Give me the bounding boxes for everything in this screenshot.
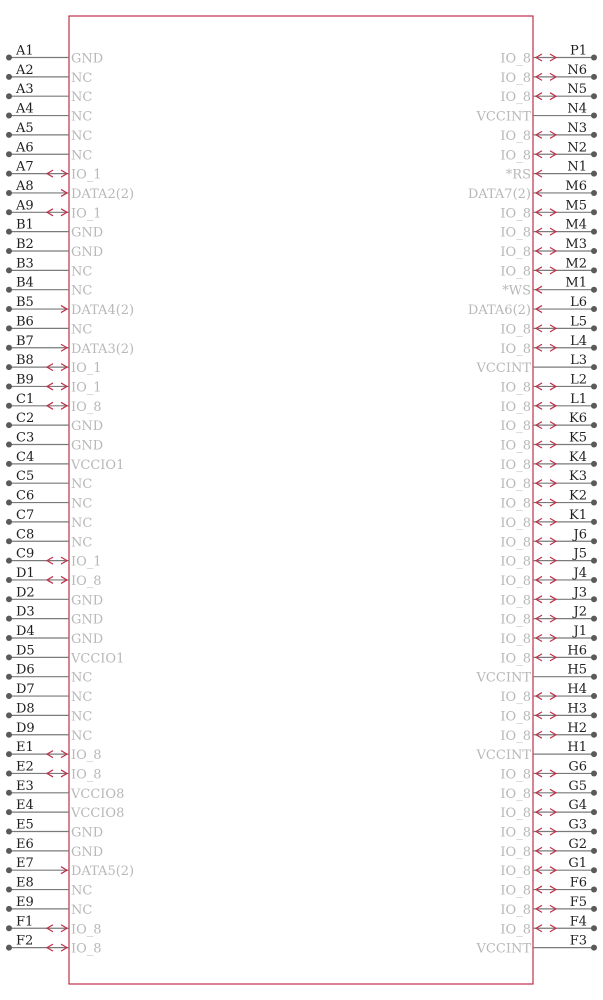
right-pin-endpoint[interactable] bbox=[591, 693, 597, 699]
left-pin-number: E2 bbox=[16, 759, 34, 775]
left-pin-number: B9 bbox=[16, 372, 34, 388]
right-pin-endpoint[interactable] bbox=[591, 209, 597, 215]
right-pin-number: F3 bbox=[569, 933, 587, 949]
right-pin-number: M6 bbox=[565, 178, 587, 194]
left-pin-name: IO_8 bbox=[71, 573, 102, 589]
left-pin-number: A1 bbox=[16, 43, 34, 59]
left-pin-endpoint[interactable] bbox=[6, 770, 12, 776]
right-pin-endpoint[interactable] bbox=[591, 732, 597, 738]
left-pin-endpoint[interactable] bbox=[6, 829, 12, 835]
left-pin-name: GND bbox=[71, 612, 104, 628]
left-pin-number: E4 bbox=[16, 798, 34, 814]
left-pin-endpoint[interactable] bbox=[6, 209, 12, 215]
left-pin-endpoint[interactable] bbox=[6, 171, 12, 177]
right-pin-name: IO_8 bbox=[500, 477, 531, 493]
left-pin-endpoint[interactable] bbox=[6, 809, 12, 815]
left-pin-number: D6 bbox=[16, 662, 35, 678]
right-pin-number: P1 bbox=[569, 43, 587, 59]
right-pin[interactable] bbox=[476, 934, 597, 957]
left-pin-endpoint[interactable] bbox=[6, 635, 12, 641]
right-pin-number: M4 bbox=[565, 217, 587, 233]
right-pin-endpoint[interactable] bbox=[591, 925, 597, 931]
right-pin-name: IO_8 bbox=[500, 883, 531, 899]
right-pin-number: H1 bbox=[567, 740, 587, 756]
right-pin-number: N3 bbox=[567, 120, 587, 136]
right-pin-number: H2 bbox=[567, 720, 587, 736]
left-pin-number: D7 bbox=[16, 682, 35, 698]
left-pin-name: VCCIO1 bbox=[71, 457, 125, 473]
left-pin-name: GND bbox=[71, 419, 104, 435]
right-pin-endpoint[interactable] bbox=[591, 538, 597, 544]
left-pin-number: A3 bbox=[16, 82, 34, 98]
right-pin-endpoint[interactable] bbox=[591, 306, 597, 312]
right-pin-number: N5 bbox=[567, 82, 587, 98]
right-pin-endpoint[interactable] bbox=[591, 519, 597, 525]
left-pin-name: NC bbox=[71, 709, 93, 725]
right-pin-endpoint[interactable] bbox=[591, 616, 597, 622]
right-pin-number: G2 bbox=[568, 836, 587, 852]
left-pin-number: E8 bbox=[16, 875, 34, 891]
right-pin-endpoint[interactable] bbox=[591, 500, 597, 506]
left-pin-number: E7 bbox=[16, 856, 34, 872]
left-pin-name: DATA3(2) bbox=[71, 341, 135, 357]
left-pin-endpoint[interactable] bbox=[6, 306, 12, 312]
right-pin-endpoint[interactable] bbox=[591, 345, 597, 351]
left-pin-name: GND bbox=[71, 245, 104, 260]
right-pin-name: IO_8 bbox=[500, 554, 531, 570]
left-pin-number: C7 bbox=[16, 507, 35, 523]
left-pin-endpoint[interactable] bbox=[6, 325, 12, 331]
left-pin-endpoint[interactable] bbox=[6, 887, 12, 893]
right-pin-name: IO_8 bbox=[500, 264, 531, 280]
right-pin-endpoint[interactable] bbox=[591, 287, 597, 293]
left-pin-number: E6 bbox=[16, 836, 34, 852]
right-pin-number: G5 bbox=[568, 778, 587, 794]
left-pin-endpoint[interactable] bbox=[6, 287, 12, 293]
right-pin-endpoint[interactable] bbox=[591, 229, 597, 235]
left-pin-endpoint[interactable] bbox=[6, 461, 12, 467]
right-pin-number: K3 bbox=[569, 469, 587, 485]
left-pin-name: NC bbox=[71, 477, 93, 493]
left-pin-name: NC bbox=[71, 128, 93, 144]
left-pin-number: A7 bbox=[16, 159, 34, 175]
right-pin-name: IO_8 bbox=[500, 515, 531, 531]
left-pin-endpoint[interactable] bbox=[6, 229, 12, 235]
right-pin-endpoint[interactable] bbox=[591, 790, 597, 796]
left-pin-name: VCCIO1 bbox=[71, 651, 125, 667]
right-pin-name: IO_8 bbox=[500, 632, 531, 647]
left-pin-endpoint[interactable] bbox=[6, 751, 12, 757]
right-pin-name: IO_8 bbox=[500, 786, 531, 802]
left-pin-number: A5 bbox=[16, 120, 34, 136]
left-pin-endpoint[interactable] bbox=[6, 848, 12, 854]
right-pin-number: J1 bbox=[573, 624, 587, 639]
right-pin-number: G3 bbox=[568, 817, 587, 833]
left-pin-endpoint[interactable] bbox=[6, 132, 12, 138]
left-pin-endpoint[interactable] bbox=[6, 674, 12, 680]
right-pin-endpoint[interactable] bbox=[591, 383, 597, 389]
left-pin-name: GND bbox=[71, 825, 104, 841]
left-pin-number: B6 bbox=[16, 314, 34, 330]
left-pin-name: NC bbox=[71, 728, 93, 744]
left-pin-name: IO_8 bbox=[71, 399, 102, 415]
right-pin-name: IO_8 bbox=[500, 844, 531, 860]
right-pin-endpoint[interactable] bbox=[591, 55, 597, 61]
right-pin-name: IO_8 bbox=[500, 90, 531, 106]
left-pin-endpoint[interactable] bbox=[6, 945, 12, 951]
left-pin-number: D5 bbox=[16, 643, 35, 659]
left-pin-number: C8 bbox=[16, 527, 35, 543]
left-pin-endpoint[interactable] bbox=[6, 596, 12, 602]
left-pin-endpoint[interactable] bbox=[6, 906, 12, 912]
left-pin-name: IO_1 bbox=[71, 554, 102, 570]
left-pin-endpoint[interactable] bbox=[6, 248, 12, 254]
left-pin-endpoint[interactable] bbox=[6, 500, 12, 506]
right-pin-name: IO_8 bbox=[500, 457, 531, 473]
left-pin-number: D8 bbox=[16, 701, 35, 717]
right-pin-number: H6 bbox=[567, 643, 587, 659]
left-pin-endpoint[interactable] bbox=[6, 558, 12, 564]
right-pin-number: H4 bbox=[567, 682, 587, 698]
right-pin-endpoint[interactable] bbox=[591, 461, 597, 467]
left-pin-name: VCCIO8 bbox=[71, 786, 125, 802]
right-pin-endpoint[interactable] bbox=[591, 674, 597, 680]
left-pin-endpoint[interactable] bbox=[6, 267, 12, 273]
right-pin-endpoint[interactable] bbox=[591, 442, 597, 448]
right-pin-endpoint[interactable] bbox=[591, 132, 597, 138]
right-pin-name: IO_8 bbox=[500, 341, 531, 357]
left-pin-number: B4 bbox=[16, 275, 34, 291]
right-pin-endpoint[interactable] bbox=[591, 93, 597, 99]
right-pin-name: IO_8 bbox=[500, 70, 531, 86]
right-pin-number: G4 bbox=[568, 798, 587, 814]
left-pin-number: A8 bbox=[16, 178, 34, 194]
left-pin-number: C4 bbox=[16, 449, 35, 465]
right-pin-endpoint[interactable] bbox=[591, 190, 597, 196]
right-pin-endpoint[interactable] bbox=[591, 596, 597, 602]
left-pin-number: B3 bbox=[16, 256, 34, 272]
right-pin-endpoint[interactable] bbox=[591, 171, 597, 177]
right-pin-name: IO_8 bbox=[500, 148, 531, 164]
left-pin-name: IO_1 bbox=[71, 206, 102, 222]
right-pin-name: VCCINT bbox=[476, 941, 531, 957]
right-pin-number: N2 bbox=[567, 140, 587, 156]
left-pin-endpoint[interactable] bbox=[6, 364, 12, 370]
left-pin-name: DATA2(2) bbox=[71, 186, 135, 202]
right-pin-name: IO_8 bbox=[500, 399, 531, 415]
right-pin-number: J3 bbox=[573, 585, 587, 601]
left-pin-name: IO_8 bbox=[71, 748, 102, 764]
right-pin-number: M1 bbox=[565, 275, 587, 291]
right-pin-number: F6 bbox=[569, 875, 587, 891]
right-pin-endpoint[interactable] bbox=[591, 654, 597, 660]
right-pin-endpoint[interactable] bbox=[591, 867, 597, 873]
right-pin-number: K6 bbox=[569, 411, 587, 427]
right-pin-name: IO_8 bbox=[500, 225, 531, 241]
left-pin-endpoint[interactable] bbox=[6, 867, 12, 873]
left-pin-endpoint[interactable] bbox=[6, 654, 12, 660]
left-pin-number: A2 bbox=[16, 62, 34, 78]
left-pin-name: IO_1 bbox=[71, 167, 102, 183]
left-pin-endpoint[interactable] bbox=[6, 790, 12, 796]
left-pin-name: IO_1 bbox=[71, 361, 102, 377]
left-pin-name: NC bbox=[71, 690, 93, 706]
right-pin-number: L6 bbox=[570, 295, 587, 311]
left-pin-name: GND bbox=[71, 593, 104, 609]
left-pin-number: C6 bbox=[16, 488, 35, 504]
left-pin-name: DATA4(2) bbox=[71, 303, 135, 319]
right-pin-name: IO_8 bbox=[500, 573, 531, 589]
left-pin-name: IO_8 bbox=[71, 941, 102, 957]
left-pin-endpoint[interactable] bbox=[6, 151, 12, 157]
right-pin-name: IO_8 bbox=[500, 322, 531, 338]
left-pin-number: B5 bbox=[16, 295, 34, 311]
left-pin-number: C3 bbox=[16, 430, 35, 446]
right-pin-endpoint[interactable] bbox=[591, 635, 597, 641]
left-pin-endpoint[interactable] bbox=[6, 113, 12, 119]
right-pin-name: DATA6(2) bbox=[467, 303, 531, 319]
right-pin-endpoint[interactable] bbox=[591, 712, 597, 718]
left-pin-endpoint[interactable] bbox=[6, 925, 12, 931]
right-pin-name: IO_8 bbox=[500, 380, 531, 396]
left-pin-name: NC bbox=[71, 90, 93, 106]
left-pin-number: D1 bbox=[16, 565, 35, 581]
right-pin-number: M5 bbox=[565, 198, 587, 214]
left-pin-number: E3 bbox=[16, 778, 34, 794]
left-pin-endpoint[interactable] bbox=[6, 55, 12, 61]
left-pin-name: NC bbox=[71, 902, 93, 918]
left-pin-number: A6 bbox=[16, 140, 34, 156]
right-pin-name: IO_8 bbox=[500, 245, 531, 260]
right-pin-name: IO_8 bbox=[500, 902, 531, 918]
left-pin-number: D3 bbox=[16, 604, 35, 620]
right-pin-number: K1 bbox=[569, 507, 587, 523]
right-pin-endpoint[interactable] bbox=[591, 887, 597, 893]
right-pin-endpoint[interactable] bbox=[591, 113, 597, 119]
right-pin-number: G1 bbox=[568, 856, 587, 872]
right-pin-name: *WS bbox=[502, 283, 531, 299]
left-pin-number: B8 bbox=[16, 353, 34, 369]
right-pin-name: IO_8 bbox=[500, 206, 531, 222]
right-pin-endpoint[interactable] bbox=[591, 364, 597, 370]
right-pin-number: N4 bbox=[567, 101, 587, 117]
left-pin-name: GND bbox=[71, 438, 104, 454]
left-pin-number: A9 bbox=[16, 198, 34, 214]
right-pin-endpoint[interactable] bbox=[591, 151, 597, 157]
left-pin-number: D9 bbox=[16, 720, 35, 736]
right-pin-number: M3 bbox=[565, 237, 587, 252]
left-pin-endpoint[interactable] bbox=[6, 693, 12, 699]
right-pin-name: IO_8 bbox=[500, 709, 531, 725]
right-pin-number: K5 bbox=[569, 430, 587, 446]
left-pin-name: GND bbox=[71, 632, 104, 647]
right-pin-number: J6 bbox=[573, 527, 587, 543]
left-pin-name: VCCIO8 bbox=[71, 806, 125, 822]
left-pin-number: F2 bbox=[16, 933, 34, 949]
right-pin-name: IO_8 bbox=[500, 128, 531, 144]
right-pin-name: *RS bbox=[505, 167, 531, 183]
left-pin-number: C5 bbox=[16, 469, 35, 485]
right-pin-number: L2 bbox=[570, 372, 587, 388]
right-pin-name: IO_8 bbox=[500, 612, 531, 628]
left-pin-name: DATA5(2) bbox=[71, 864, 135, 880]
right-pin-name: IO_8 bbox=[500, 438, 531, 454]
right-pin-name: IO_8 bbox=[500, 535, 531, 551]
left-pin-number: D2 bbox=[16, 585, 35, 601]
right-pin-name: IO_8 bbox=[500, 806, 531, 822]
right-pin-number: L1 bbox=[570, 391, 587, 407]
left-pin-number: B2 bbox=[16, 237, 34, 252]
left-pin-endpoint[interactable] bbox=[6, 93, 12, 99]
left-pin-group bbox=[6, 44, 134, 957]
component-body bbox=[69, 16, 533, 984]
left-pin-endpoint[interactable] bbox=[6, 616, 12, 622]
right-pin-name: IO_8 bbox=[500, 825, 531, 841]
left-pin-endpoint[interactable] bbox=[6, 538, 12, 544]
right-pin-number: K2 bbox=[569, 488, 587, 504]
right-pin-name: IO_8 bbox=[500, 690, 531, 706]
right-pin-endpoint[interactable] bbox=[591, 770, 597, 776]
right-pin-endpoint[interactable] bbox=[591, 248, 597, 254]
left-pin-name: NC bbox=[71, 535, 93, 551]
left-pin-name: NC bbox=[71, 109, 93, 125]
right-pin-number: K4 bbox=[569, 449, 587, 465]
left-pin-number: F1 bbox=[16, 914, 34, 930]
left-pin-endpoint[interactable] bbox=[6, 383, 12, 389]
left-pin-endpoint[interactable] bbox=[6, 190, 12, 196]
left-pin-name: NC bbox=[71, 670, 93, 686]
right-pin-name: VCCINT bbox=[476, 361, 531, 377]
left-pin-name: NC bbox=[71, 496, 93, 512]
left-pin-endpoint[interactable] bbox=[6, 74, 12, 80]
right-pin-endpoint[interactable] bbox=[591, 422, 597, 428]
right-pin-endpoint[interactable] bbox=[591, 848, 597, 854]
left-pin-endpoint[interactable] bbox=[6, 480, 12, 486]
left-pin-name: GND bbox=[71, 51, 104, 67]
right-pin-name: DATA7(2) bbox=[467, 186, 531, 202]
left-pin-number: E9 bbox=[16, 894, 34, 910]
left-pin-name: IO_8 bbox=[71, 922, 102, 938]
left-pin-endpoint[interactable] bbox=[6, 442, 12, 448]
right-pin-number: G6 bbox=[568, 759, 587, 775]
right-pin-name: VCCINT bbox=[476, 748, 531, 764]
right-pin-name: IO_8 bbox=[500, 496, 531, 512]
right-pin-number: J5 bbox=[573, 546, 587, 562]
right-pin-name: IO_8 bbox=[500, 593, 531, 609]
left-pin-number: C2 bbox=[16, 411, 35, 427]
right-pin-endpoint[interactable] bbox=[591, 945, 597, 951]
right-pin-endpoint[interactable] bbox=[591, 325, 597, 331]
left-pin-number: A4 bbox=[16, 101, 34, 117]
left-pin-name: NC bbox=[71, 70, 93, 86]
right-pin-number: H5 bbox=[567, 662, 587, 678]
right-pin-endpoint[interactable] bbox=[591, 267, 597, 273]
right-pin-number: J4 bbox=[573, 565, 587, 581]
left-pin-number: B1 bbox=[16, 217, 34, 233]
right-pin-number: L5 bbox=[570, 314, 587, 330]
left-pin-name: IO_8 bbox=[71, 767, 102, 783]
left-pin-name: GND bbox=[71, 844, 104, 860]
left-pin-name: IO_1 bbox=[71, 380, 102, 396]
left-pin-endpoint[interactable] bbox=[6, 577, 12, 583]
left-pin-name: NC bbox=[71, 883, 93, 899]
right-pin-endpoint[interactable] bbox=[591, 809, 597, 815]
right-pin-endpoint[interactable] bbox=[591, 829, 597, 835]
left-pin-name: GND bbox=[71, 225, 104, 241]
left-pin-endpoint[interactable] bbox=[6, 422, 12, 428]
right-pin-endpoint[interactable] bbox=[591, 577, 597, 583]
right-pin-name: IO_8 bbox=[500, 728, 531, 744]
left-pin-endpoint[interactable] bbox=[6, 732, 12, 738]
right-pin-endpoint[interactable] bbox=[591, 480, 597, 486]
right-pin-endpoint[interactable] bbox=[591, 74, 597, 80]
left-pin-number: C1 bbox=[16, 391, 35, 407]
left-pin-number: E5 bbox=[16, 817, 34, 833]
left-pin-name: NC bbox=[71, 283, 93, 299]
right-pin-number: N1 bbox=[567, 159, 587, 175]
right-pin-number: M2 bbox=[565, 256, 587, 272]
right-pin-name: IO_8 bbox=[500, 51, 531, 67]
right-pin-number: F4 bbox=[569, 914, 587, 930]
left-pin-number: E1 bbox=[16, 740, 34, 756]
left-pin-endpoint[interactable] bbox=[6, 519, 12, 525]
right-pin-number: F5 bbox=[569, 894, 587, 910]
right-pin-number: N6 bbox=[567, 62, 587, 78]
right-pin-name: VCCINT bbox=[476, 109, 531, 125]
right-pin-number: L3 bbox=[570, 353, 587, 369]
left-pin-endpoint[interactable] bbox=[6, 345, 12, 351]
left-pin-name: NC bbox=[71, 322, 93, 338]
left-pin-name: NC bbox=[71, 515, 93, 531]
right-pin-endpoint[interactable] bbox=[591, 403, 597, 409]
right-pin-name: IO_8 bbox=[500, 651, 531, 667]
right-pin-name: VCCINT bbox=[476, 670, 531, 686]
right-pin-name: IO_8 bbox=[500, 419, 531, 435]
right-pin-name: IO_8 bbox=[500, 922, 531, 938]
left-pin-name: NC bbox=[71, 264, 93, 280]
right-pin-endpoint[interactable] bbox=[591, 558, 597, 564]
right-pin-endpoint[interactable] bbox=[591, 906, 597, 912]
left-pin-number: C9 bbox=[16, 546, 35, 562]
right-pin-number: L4 bbox=[570, 333, 587, 349]
left-pin-number: D4 bbox=[16, 624, 35, 639]
right-pin-number: H3 bbox=[567, 701, 587, 717]
right-pin-number: J2 bbox=[573, 604, 587, 620]
left-pin-endpoint[interactable] bbox=[6, 403, 12, 409]
right-pin-name: IO_8 bbox=[500, 864, 531, 880]
left-pin-endpoint[interactable] bbox=[6, 712, 12, 718]
right-pin-endpoint[interactable] bbox=[591, 751, 597, 757]
right-pin-name: IO_8 bbox=[500, 767, 531, 783]
left-pin-name: NC bbox=[71, 148, 93, 164]
left-pin-number: B7 bbox=[16, 333, 34, 349]
